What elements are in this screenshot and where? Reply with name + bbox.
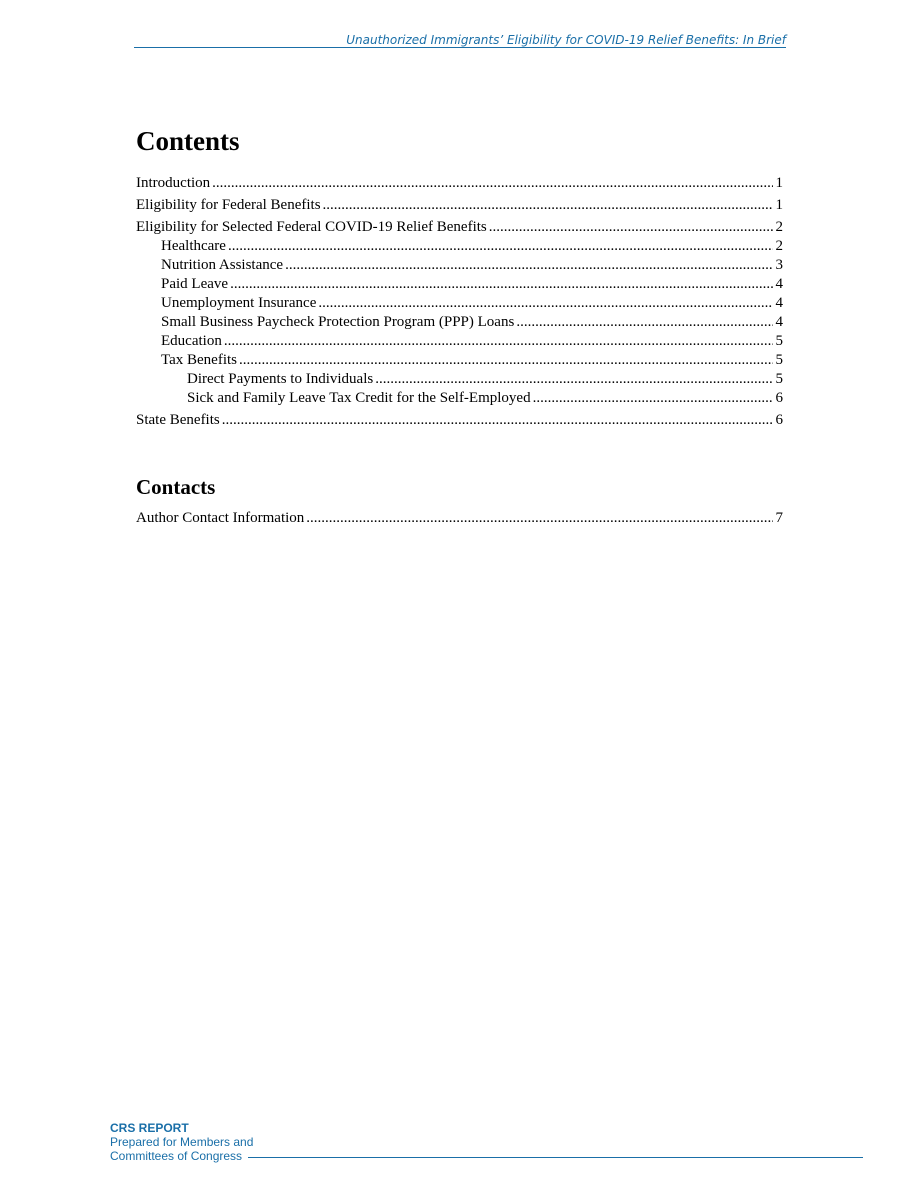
toc-page-number: 2 (775, 219, 783, 235)
contacts-heading: Contacts (136, 475, 216, 499)
toc-page-number: 4 (775, 276, 783, 292)
toc-entry-title: Small Business Paycheck Protection Program (PPP) Loans (161, 314, 515, 330)
toc-entry-title: Unemployment Insurance (161, 295, 317, 311)
toc-page-number: 5 (775, 333, 783, 349)
toc-entry-title: Eligibility for Selected Federal COVID-19 Relief Benefits (136, 219, 487, 235)
toc-dot-leader (222, 412, 773, 429)
toc-dot-leader (228, 238, 773, 255)
toc-page-number: 1 (775, 197, 783, 213)
toc-entry-title: Tax Benefits (161, 352, 238, 368)
toc-entry-nutrition-assistance[interactable] (136, 257, 783, 276)
toc-dot-leader (230, 276, 772, 293)
footer-committees: Committees of Congress (110, 1149, 243, 1163)
toc-entry-state-benefits[interactable] (136, 412, 783, 434)
toc-dot-leader (224, 333, 773, 350)
table-of-contents (136, 175, 783, 434)
toc-dot-leader (306, 510, 772, 527)
toc-entry-title: Sick and Family Leave Tax Credit for the Self-Employed (187, 390, 531, 406)
toc-entry-title: Education (161, 333, 222, 349)
toc-entry-introduction[interactable] (136, 175, 783, 197)
toc-dot-leader (285, 257, 772, 274)
footer-rule (248, 1157, 863, 1158)
toc-page-number: 6 (775, 390, 783, 406)
toc-page-number: 6 (775, 412, 783, 428)
toc-entry-title: Introduction (136, 175, 211, 191)
contents-heading: Contents (136, 126, 240, 156)
toc-dot-leader (489, 219, 773, 236)
toc-entry-healthcare[interactable] (136, 238, 783, 257)
toc-dot-leader (375, 371, 772, 388)
toc-entry-title: Healthcare (161, 238, 226, 254)
contacts-list (136, 510, 783, 532)
toc-entry-ppp-loans[interactable] (136, 314, 783, 333)
toc-entry-tax-benefits[interactable] (136, 352, 783, 371)
toc-page-number: 1 (775, 175, 783, 191)
toc-entry-title: State Benefits (136, 412, 220, 428)
toc-dot-leader (318, 295, 772, 312)
toc-entry-title: Paid Leave (161, 276, 229, 292)
toc-page-number: 2 (775, 238, 783, 254)
toc-entry-title: Author Contact Information (136, 510, 305, 526)
toc-dot-leader (239, 352, 772, 369)
toc-page-number: 7 (775, 510, 783, 526)
toc-entry-title: Nutrition Assistance (161, 257, 284, 273)
toc-entry-sick-family-leave-credit[interactable] (136, 390, 783, 409)
crs-report-footer (110, 1121, 253, 1163)
footer-prepared-for: Prepared for Members and (110, 1135, 254, 1149)
toc-dot-leader (533, 390, 773, 407)
running-header-title: Unauthorized Immigrants’ Eligibility for COVID-19 Relief Benefits: In Brief (346, 33, 786, 47)
toc-entry-direct-payments[interactable] (136, 371, 783, 390)
header-rule (134, 47, 786, 48)
toc-dot-leader (516, 314, 772, 331)
toc-entry-title: Eligibility for Federal Benefits (136, 197, 321, 213)
toc-page-number: 5 (775, 371, 783, 387)
toc-entry-author-contact[interactable] (136, 510, 783, 532)
footer-report-label: CRS REPORT (110, 1121, 189, 1135)
toc-dot-leader (212, 175, 772, 192)
toc-page-number: 3 (775, 257, 783, 273)
toc-entry-eligibility-federal-benefits[interactable] (136, 197, 783, 219)
toc-entry-education[interactable] (136, 333, 783, 352)
toc-dot-leader (323, 197, 773, 214)
toc-page-number: 4 (775, 314, 783, 330)
toc-entry-paid-leave[interactable] (136, 276, 783, 295)
toc-page-number: 5 (775, 352, 783, 368)
toc-entry-unemployment-insurance[interactable] (136, 295, 783, 314)
toc-entry-title: Direct Payments to Individuals (187, 371, 374, 387)
toc-page-number: 4 (775, 295, 783, 311)
